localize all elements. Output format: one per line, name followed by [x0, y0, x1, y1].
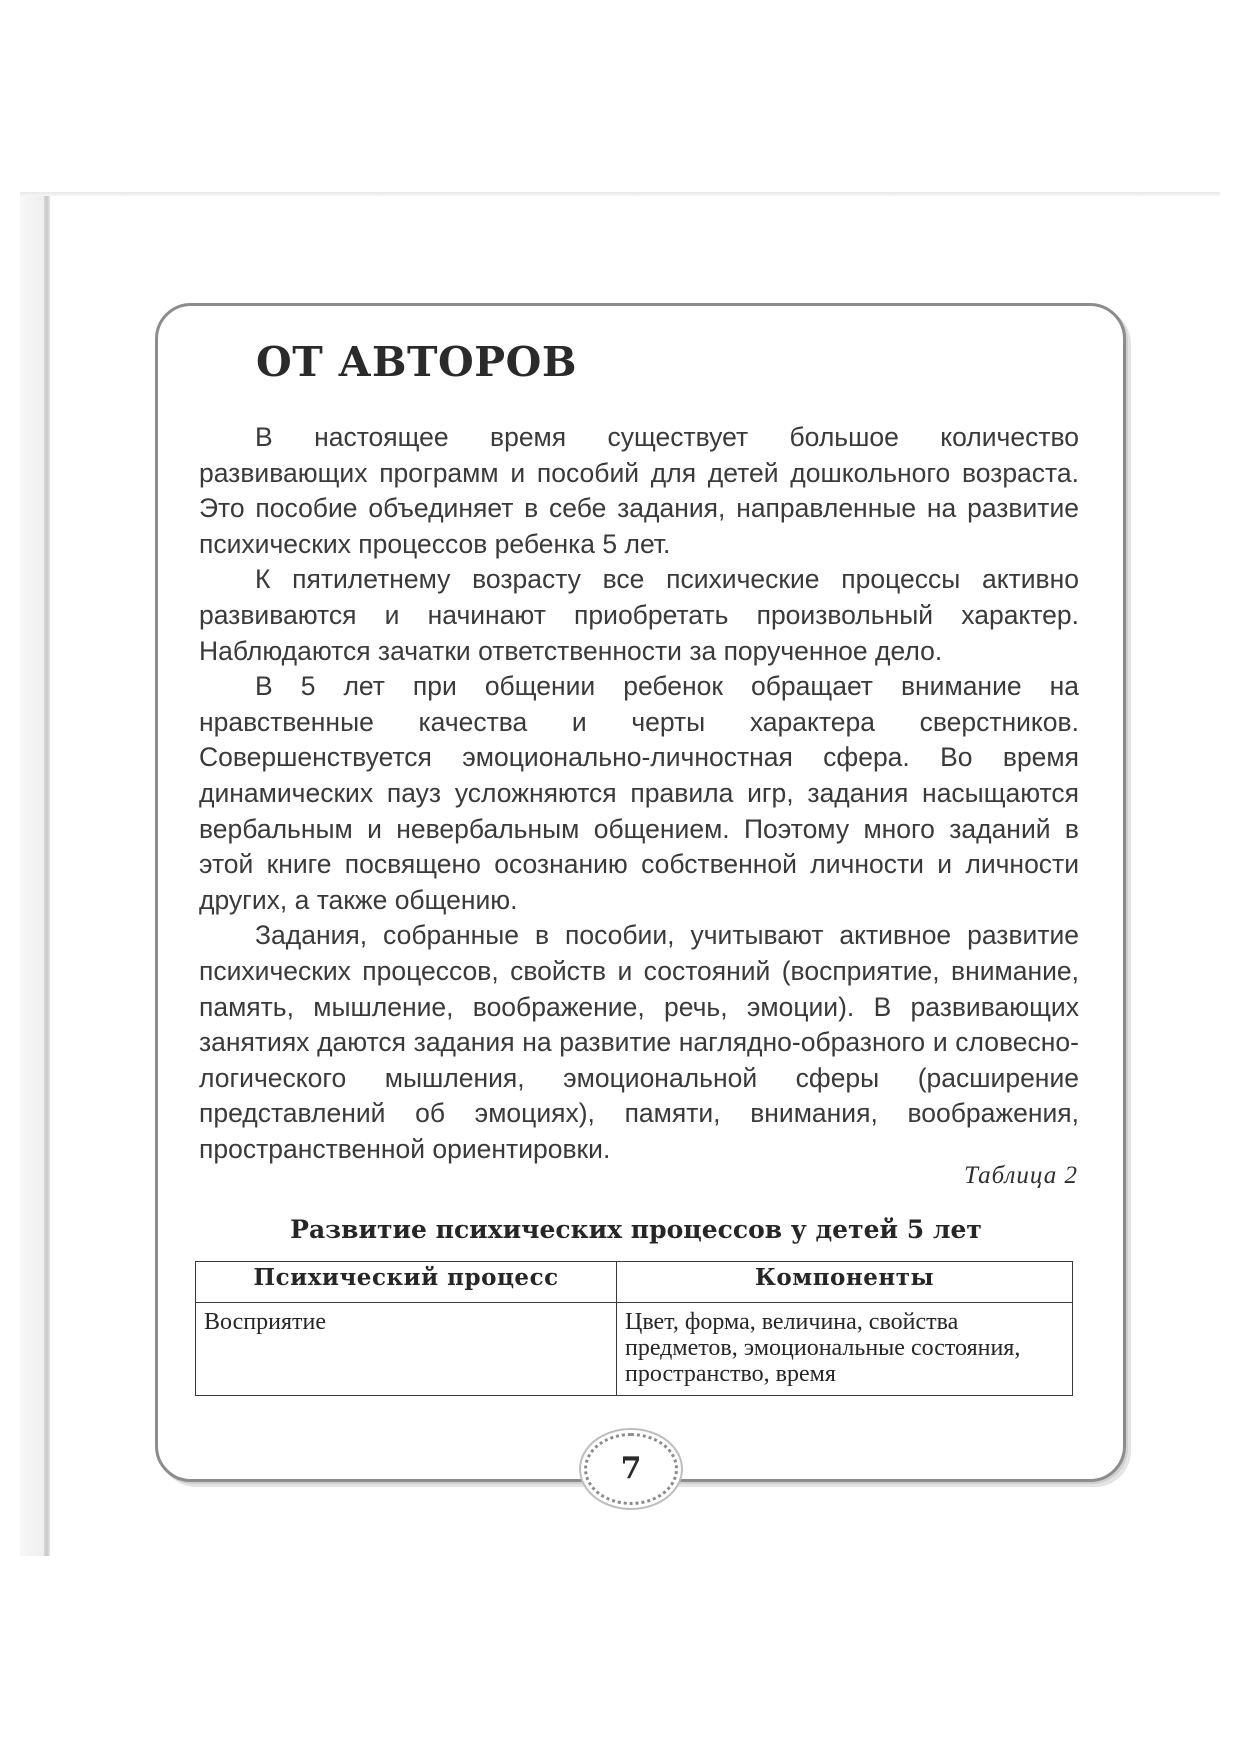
table-caption: Таблица 2: [964, 1162, 1078, 1189]
paragraph-4: Задания, собранные в пособии, учитывают активное развитие психических процессов, свойств и состояний (восприятие, внимание, память, мышление, воображение, речь, эмоции). В развивающих занятиях даются задания на развитие наглядно-образного и словесно-логического мышления, эмоциональной сферы (расширение представлений об эмоциях), памяти, внимания, воображения, пространственной ориентировки.: [199, 920, 1079, 1164]
page-number: 7: [620, 1451, 642, 1486]
section-heading: ОТ АВТОРОВ: [256, 338, 577, 386]
page-spine: [44, 196, 50, 1556]
table-title: Развитие психических процессов у детей 5 лет: [290, 1215, 982, 1244]
table-header-row: [196, 1262, 1073, 1303]
paragraph-1: В настоящее время существует большое количество развивающих программ и пособий для детей дошкольного возраста. Это пособие объединяет в себе задания, направленные на развитие психических процессов ребенка 5 лет.: [199, 422, 1079, 559]
body-text: [199, 420, 1079, 1167]
table-cell-components: Цвет, форма, величина, свойства предметов, эмоциональные состояния, пространство, время: [617, 1303, 1073, 1396]
data-table: [195, 1261, 1073, 1396]
page-top-edge: [20, 192, 1220, 196]
table-cell-process: Восприятие: [196, 1303, 617, 1396]
page-spine-shadow: [20, 196, 44, 1556]
page-number-badge: [584, 1433, 678, 1505]
table-row: [196, 1303, 1073, 1396]
table-header-components: Компоненты: [617, 1262, 1073, 1303]
paragraph-2: К пятилетнему возрасту все психические процессы активно развиваются и начинают приобретать произвольный характер. Наблюдаются зачатки ответственности за порученное дело.: [199, 564, 1079, 666]
table-header-process: Психический процесс: [196, 1262, 617, 1303]
paragraph-3: В 5 лет при общении ребенок обращает внимание на нравственные качества и черты характера сверстников. Совершенствуется эмоционально-личностная сфера. Во время динамических пауз усложняются правила игр, задания насыщаются вербальным и невербальным общением. Поэтому много заданий в этой книге посвящено осознанию собственной личности и личности других, а также общению.: [199, 671, 1079, 915]
